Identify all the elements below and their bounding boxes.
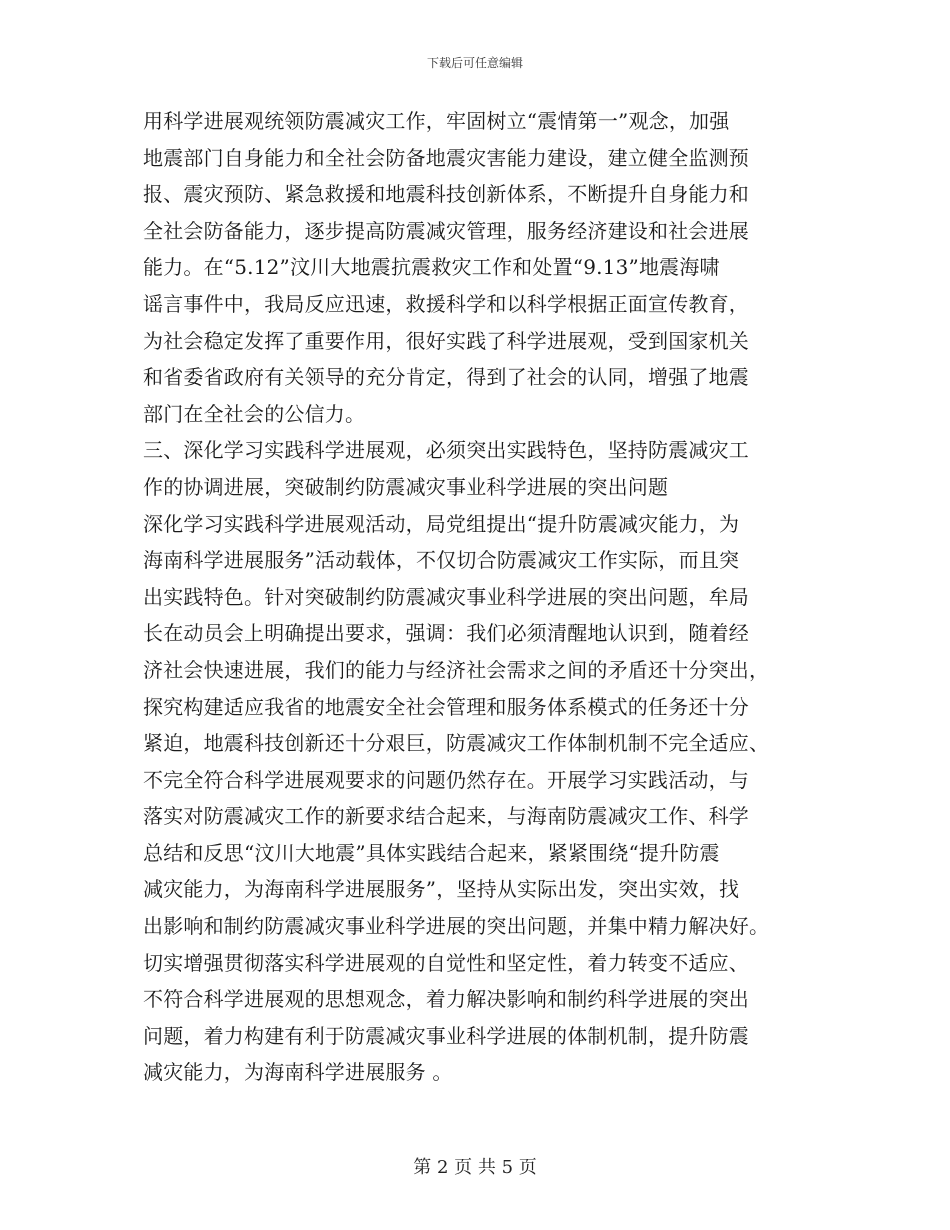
text-line: 深化学习实践科学进展观活动，局党组提出“提升防震减灾能力，为 — [143, 511, 740, 536]
text-line: 能力。在“5.12”汶川大地震抗震救灾工作和处置“9.13”地震海啸 — [143, 255, 720, 280]
text-line: 谣言事件中，我局反应迅速，救援科学和以科学根据正面宣传教育， — [143, 291, 749, 316]
text-line: 问题，着力构建有利于防震减灾事业科学进展的体制机制，提升防震 — [143, 1023, 749, 1048]
text-line: 和省委省政府有关领导的充分肯定，得到了社会的认同，增强了地震 — [143, 365, 749, 390]
text-line: 长在动员会上明确提出要求，强调：我们必须清醒地认识到，随着经 — [143, 621, 749, 646]
text-line: 用科学进展观统领防震减灾工作，牢固树立“震情第一”观念，加强 — [143, 109, 730, 133]
text-line: 切实增强贯彻落实科学进展观的自觉性和坚定性，着力转变不适应、 — [143, 950, 749, 975]
section-heading-line: 三、深化学习实践科学进展观，必须突出实践特色，坚持防震减灾工 — [143, 438, 749, 463]
section-heading-line: 作的协调进展，突破制约防震减灾事业科学进展的突出问题 — [143, 474, 669, 499]
text-line: 部门在全社会的公信力。 — [143, 401, 366, 426]
text-line: 出实践特色。针对突破制约防震减灾事业科学进展的突出问题，牟局 — [143, 584, 749, 609]
text-line: 海南科学进展服务”活动载体，不仅切合防震减灾工作实际，而且突 — [143, 548, 740, 573]
text-line: 全社会防备能力，逐步提高防震减灾管理，服务经济建设和社会进展 — [143, 218, 749, 243]
text-line: 地震部门自身能力和全社会防备地震灾害能力建设，建立健全监测预 — [143, 145, 749, 170]
text-line: 紧迫，地震科技创新还十分艰巨，防震减灾工作体制机制不完全适应、 — [143, 731, 770, 756]
text-line: 总结和反思“汶川大地震”具体实践结合起来，紧紧围绕“提升防震 — [143, 840, 720, 865]
text-line: 落实对防震减灾工作的新要求结合起来，与海南防震减灾工作、科学 — [143, 804, 749, 829]
text-line: 减灾能力，为海南科学进展服务”，坚持从实际出发，突出实效，找 — [143, 877, 740, 902]
page-number-footer: 第 2 页 共 5 页 — [413, 1157, 537, 1178]
text-line: 探究构建适应我省的地震安全社会管理和服务体系模式的任务还十分 — [143, 694, 749, 719]
text-line: 济社会快速进展，我们的能力与经济社会需求之间的矛盾还十分突出， — [143, 657, 770, 682]
text-line: 不符合科学进展观的思想观念，着力解决影响和制约科学进展的突出 — [143, 987, 749, 1012]
text-line: 出影响和制约防震减灾事业科学进展的突出问题，并集中精力解决好。 — [143, 914, 770, 939]
text-line: 不完全符合科学进展观要求的问题仍然存在。开展学习实践活动，与 — [143, 767, 749, 792]
text-line: 为社会稳定发挥了重要作用，很好实践了科学进展观，受到国家机关 — [143, 328, 749, 353]
body-text — [143, 103, 823, 1091]
text-line: 减灾能力，为海南科学进展服务 。 — [143, 1060, 453, 1085]
text-line: 报、震灾预防、紧急救援和地震科技创新体系，不断提升自身能力和 — [143, 182, 749, 207]
header-note: 下载后可任意编辑 — [426, 56, 523, 70]
